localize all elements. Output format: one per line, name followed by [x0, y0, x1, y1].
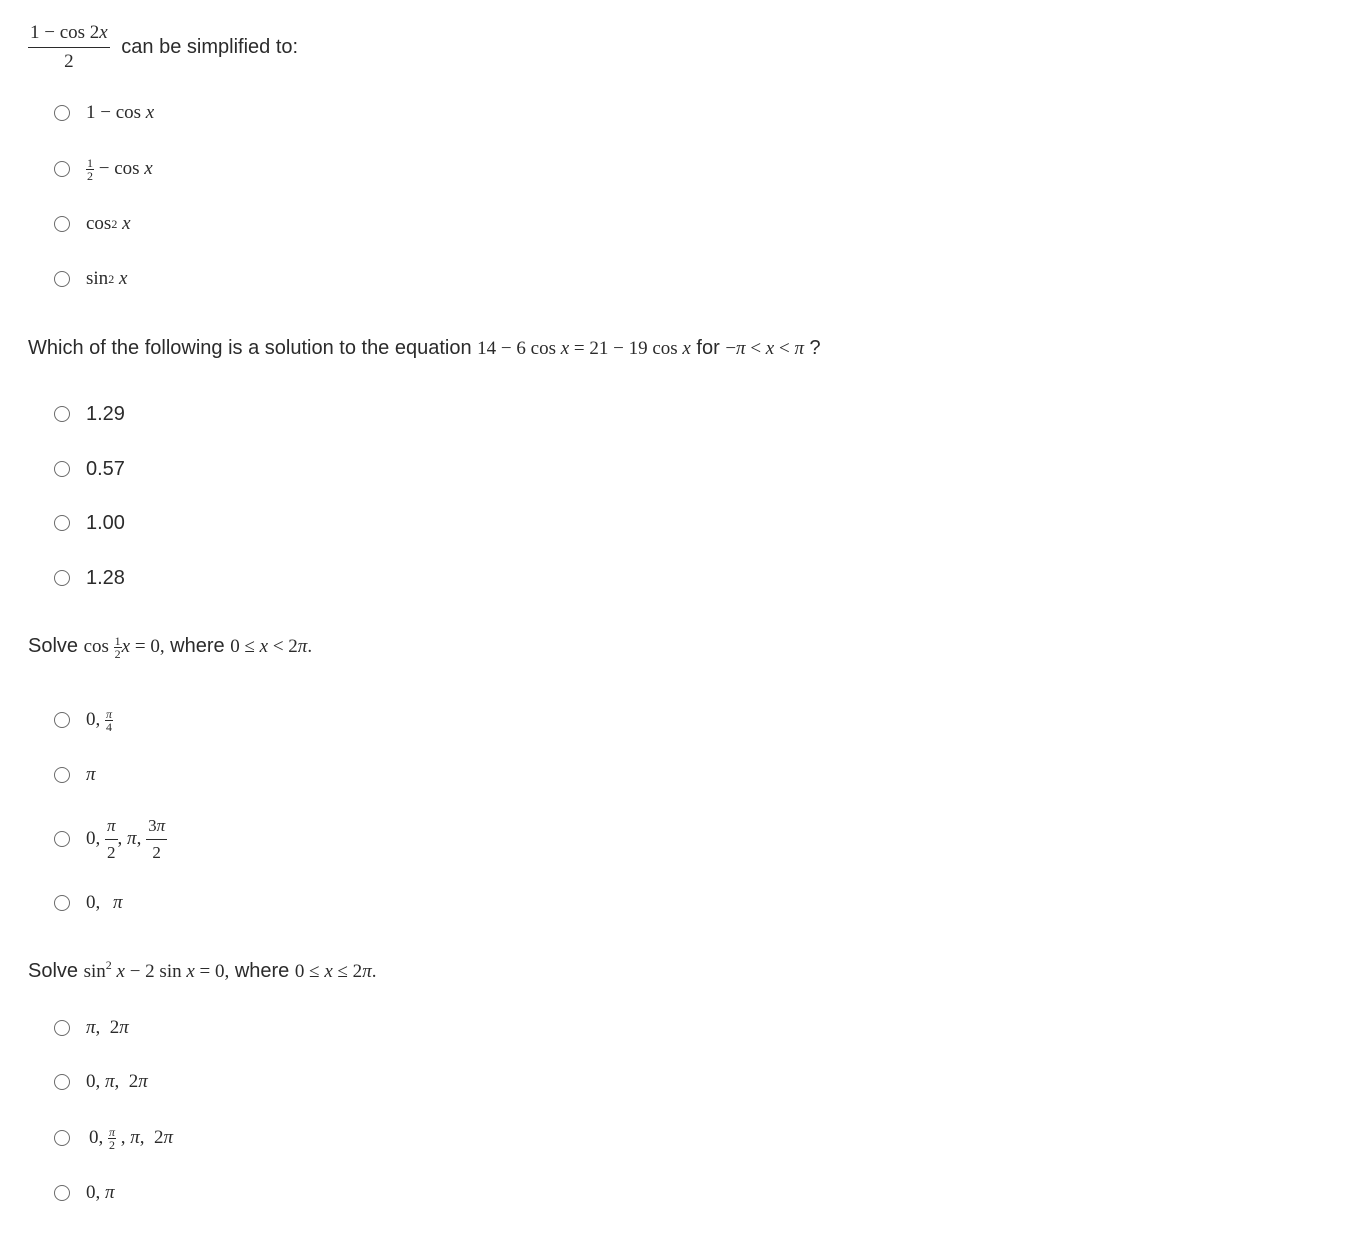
q1-option-4-label: sin 2 x	[86, 268, 128, 289]
q3-prompt-text: Solve	[28, 635, 79, 657]
q3-option-4-label: 0, π	[86, 892, 123, 913]
q1-option-1[interactable]	[54, 101, 154, 125]
q2-option-3-label: 1.00	[86, 511, 125, 534]
q3-option-1[interactable]	[54, 708, 113, 732]
q1-option-2-label: $\frac{1}{2}$ − cos x	[87, 155, 153, 183]
q4-where-text: where	[234, 960, 290, 982]
radio-icon[interactable]	[54, 570, 70, 586]
q4-equation: $\sin^2 x - 2$ sin x = 0,	[83, 958, 230, 982]
q2-option-1[interactable]	[54, 402, 125, 426]
q3-option-2[interactable]	[54, 763, 96, 787]
radio-icon[interactable]	[54, 461, 70, 477]
q4-option-3[interactable]	[54, 1126, 173, 1150]
q3-option-2-label: π	[86, 764, 96, 785]
q2-option-4-label: 1.28	[86, 566, 125, 589]
q1-option-4[interactable]	[54, 267, 127, 291]
q4-option-1-label: π , 2 π	[86, 1017, 129, 1038]
q4-prompt-text: Solve	[28, 960, 79, 982]
question-3-prompt	[28, 635, 312, 660]
q2-for-text: for	[696, 337, 720, 359]
radio-icon[interactable]	[54, 1074, 70, 1090]
q1-fraction: $\frac{1 - \cos 2x}{2}$	[30, 22, 108, 72]
q2-question-mark: ?	[809, 337, 821, 359]
q2-option-1-label: 1.29	[86, 402, 125, 425]
q3-equation: cos $\frac{1}{2}$ x = 0,	[83, 634, 165, 662]
q4-option-4-label: 0, π	[86, 1182, 115, 1203]
q1-option-3[interactable]	[54, 212, 131, 236]
question-2-prompt	[28, 337, 821, 360]
radio-icon[interactable]	[54, 1020, 70, 1036]
q2-option-2[interactable]	[54, 457, 125, 481]
radio-icon[interactable]	[54, 105, 70, 121]
q4-interval: 0 ≤ x ≤ 2π.	[294, 961, 377, 982]
q4-option-1[interactable]	[54, 1016, 129, 1040]
q4-option-2[interactable]	[54, 1070, 148, 1094]
radio-icon[interactable]	[54, 406, 70, 422]
q3-interval: 0 ≤ x < 2π.	[230, 636, 313, 657]
q2-option-3[interactable]	[54, 511, 125, 535]
radio-icon[interactable]	[54, 161, 70, 177]
q3-option-3-label: 0, $\frac{\pi}{2}$ , π , $\frac{3\pi}{2}$	[86, 815, 166, 862]
q3-where-text: where	[170, 635, 225, 657]
q4-option-4[interactable]	[54, 1181, 115, 1205]
radio-icon[interactable]	[54, 216, 70, 232]
radio-icon[interactable]	[54, 1185, 70, 1201]
question-1-prompt	[28, 22, 298, 73]
q3-option-1-label: 0, $\frac{\pi}{4}$	[86, 706, 113, 734]
q1-option-1-label: 1 − cos x	[86, 102, 155, 123]
q2-interval: −π < x < π	[725, 338, 804, 359]
q1-option-3-label: cos 2 x	[86, 213, 131, 234]
radio-icon[interactable]	[54, 895, 70, 911]
q1-option-2[interactable]	[54, 157, 153, 181]
radio-icon[interactable]	[54, 515, 70, 531]
q3-option-3[interactable]	[54, 815, 167, 862]
radio-icon[interactable]	[54, 831, 70, 847]
q2-prompt-text: Which of the following is a solution to the equation	[28, 337, 472, 359]
question-4-prompt	[28, 960, 376, 983]
q4-option-3-label: 0, $\frac{\pi}{2}$ , π , 2 π	[89, 1124, 174, 1152]
q2-option-2-label: 0.57	[86, 457, 125, 480]
radio-icon[interactable]	[54, 271, 70, 287]
q4-option-2-label: 0, π , 2 π	[86, 1071, 148, 1092]
q3-option-4[interactable]	[54, 891, 123, 915]
q1-prompt-text: can be simplified to:	[121, 35, 299, 58]
radio-icon[interactable]	[54, 712, 70, 728]
radio-icon[interactable]	[54, 1130, 70, 1146]
q2-equation: 14 − 6 cos x = 21 − 19 cos x	[477, 338, 691, 359]
radio-icon[interactable]	[54, 767, 70, 783]
q2-option-4[interactable]	[54, 566, 125, 590]
